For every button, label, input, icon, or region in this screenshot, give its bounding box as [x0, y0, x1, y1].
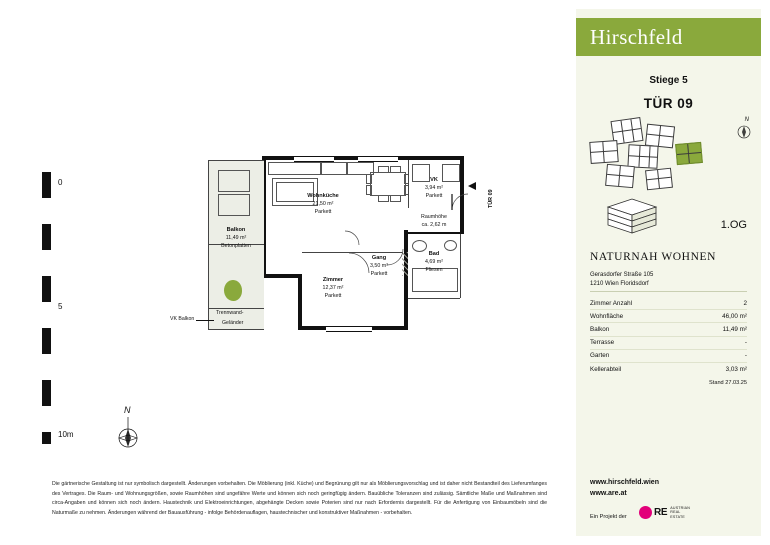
door-tag: TÜR 09 — [488, 189, 494, 208]
bad-wall — [408, 298, 460, 299]
site-north-label: N — [744, 117, 749, 123]
balcony-edge — [208, 329, 264, 330]
scale-label-5: 5 — [58, 302, 63, 311]
site-compass-icon — [737, 125, 751, 139]
fact-row — [590, 363, 747, 375]
compass-north-label: N — [124, 405, 131, 415]
room-label-bad: Bad 4,69 m² Fliesen — [425, 251, 443, 273]
chair — [378, 195, 389, 202]
leader-line — [196, 320, 214, 321]
brand-header — [576, 18, 761, 56]
fact-label: Garten — [590, 352, 610, 360]
fact-row — [590, 350, 747, 363]
are-logo-subtext — [670, 506, 690, 519]
balcony-edge — [208, 160, 264, 161]
chair — [366, 174, 372, 184]
building-sketch — [598, 195, 666, 237]
fact-row — [590, 297, 747, 310]
door-arc — [344, 230, 360, 246]
web-link-are[interactable]: www.are.at — [590, 490, 627, 498]
site-block — [605, 164, 635, 188]
fact-label: Zimmer Anzahl — [590, 299, 632, 307]
scale-label-10: 10m — [58, 430, 74, 439]
scale-label-0: 0 — [58, 178, 63, 187]
info-panel — [576, 9, 761, 536]
scale-bar — [42, 172, 82, 444]
annotation-gelaender: Geländer — [222, 320, 244, 326]
balcony-furniture — [218, 170, 250, 192]
wall — [262, 274, 302, 278]
brand-name: Hirschfeld — [590, 24, 683, 49]
stand-date: Stand 27.03.25 — [709, 380, 747, 386]
fact-value: 3,03 m² — [725, 365, 747, 373]
site-plan — [584, 117, 753, 189]
site-block-highlighted — [675, 142, 703, 165]
are-sub-line-2: REAL — [670, 510, 681, 515]
site-block — [589, 140, 618, 164]
fact-label: Balkon — [590, 325, 610, 333]
room-label-zimmer: Zimmer 12,37 m² Parkett — [322, 277, 344, 299]
are-dot-icon — [639, 506, 652, 519]
divider — [590, 291, 747, 292]
room-label-raumhoehe: Raumhöhe ca. 2,62 m — [421, 214, 447, 228]
fact-row — [590, 310, 747, 323]
scale-seg — [42, 432, 51, 444]
site-block — [645, 168, 673, 191]
address-block — [590, 271, 653, 290]
chair — [390, 166, 401, 173]
address-line-2: 1210 Wien Floridsdorf — [590, 281, 649, 288]
web-links — [590, 477, 659, 499]
stiege-label: Stiege 5 — [649, 75, 688, 86]
legal-disclaimer: Die gärtnerische Gestaltung ist nur symbolisch dargestellt. Änderungen vorbehalten. Die Möblierung (inkl. Küche) und Begrünung gilt nur als Möblierungsvorschlag und ist daher nicht Bestandteil des Lieferumfanges des Vertrages. Die Raum- und Wohnungsgrößen, sowie Raumhöhen sind ungefähre Werte und können sich noch geringfügig ändern. Bauübliche Toleranzen sind zulässig. Sämtliche Maße und Maßnahmen sind circa-Angaben und können sich noch ändern. Haustechnik und Elektroeinrichtungen, abgehängte Decken sowie Poterien sind nur nach Erfordernis dargestellt. Für die Anfertigung von Einbaumöbeln sind die Naturmaße zu nehmen. Änderungen während der Bauausführung - infolge Behördenauflagen, haustechnischer und konstruktiver Maßnahmen - vorbehalten. — [52, 481, 547, 516]
plant-icon — [224, 280, 242, 301]
scale-seg — [42, 276, 51, 302]
fact-value: - — [744, 352, 747, 360]
fact-label: Kellerabteil — [590, 365, 622, 373]
compass-rose — [108, 405, 154, 451]
chair — [390, 195, 401, 202]
scale-seg — [42, 380, 51, 406]
web-link-hirschfeld[interactable]: www.hirschfeld.wien — [590, 479, 659, 486]
fact-label: Terrasse — [590, 339, 615, 347]
floorplan-drawing — [170, 148, 498, 348]
fact-value: 46,00 m² — [722, 312, 747, 320]
compass-icon — [108, 405, 154, 451]
window — [326, 326, 372, 332]
dining-table — [370, 172, 406, 196]
room-label-gang: Gang 3,50 m² Parkett — [370, 255, 388, 277]
are-sub-line-1: AUSTRIAN — [670, 506, 691, 510]
floor-label: 1.OG — [720, 219, 747, 231]
chair — [366, 185, 372, 195]
scale-seg — [42, 172, 51, 198]
building-icon — [598, 195, 666, 237]
fact-value: - — [744, 339, 747, 347]
window — [294, 156, 334, 162]
fact-value: 2 — [743, 299, 747, 307]
window — [358, 156, 398, 162]
scale-seg — [42, 224, 51, 250]
fact-row — [590, 337, 747, 350]
project-prefix: Ein Projekt der — [590, 514, 627, 520]
fact-label: Wohnfläche — [590, 312, 624, 320]
annotation-vk-balkon: VK Balkon — [170, 316, 195, 322]
balcony-divider — [208, 308, 264, 309]
balcony-furniture — [218, 194, 250, 216]
address-line-1: Gerasdorfer Straße 105 — [590, 272, 654, 278]
scale-seg — [42, 328, 51, 354]
facts-table — [590, 297, 747, 375]
annotation-trennwand: Trennwand- — [216, 310, 244, 316]
room-label-vk: VK 3,94 m² Parkett — [425, 177, 443, 199]
kitchen-counter — [320, 162, 348, 175]
fact-value: 11,49 m² — [722, 325, 747, 333]
room-label-wohnkueche: Wohnküche 21,50 m² Parkett — [307, 193, 339, 215]
tuer-label: TÜR 09 — [643, 96, 694, 111]
claim-text: NATURNAH WOHNEN — [590, 251, 717, 263]
room-label-balkon: Balkon 11,49 m² Betonplatten — [221, 227, 251, 249]
are-logo — [639, 506, 690, 519]
fact-row — [590, 323, 747, 336]
are-sub-line-3: ESTATE — [670, 514, 685, 519]
chair — [378, 166, 389, 173]
door-arrow-icon — [466, 180, 478, 192]
kitchen-counter — [268, 162, 322, 175]
are-logo-text: RE — [654, 507, 668, 519]
